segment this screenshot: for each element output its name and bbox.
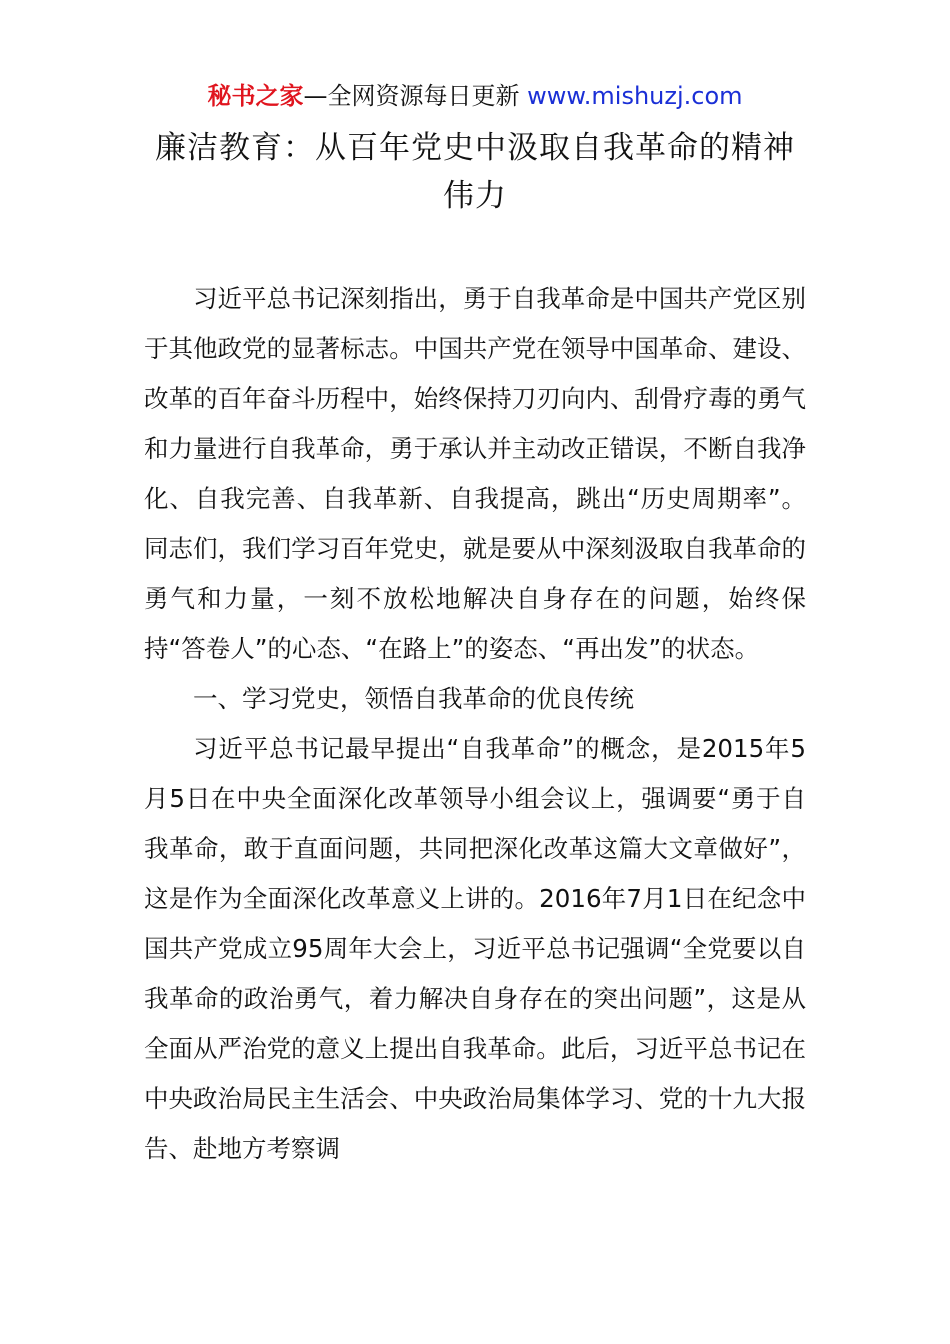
paragraph-section-1: 习近平总书记最早提出“自我革命”的概念，是2015年5月5日在中央全面深化改革领导小组会议上，强调要“勇于自我革命，敢于直面问题，共同把深化改革这篇大文章做好”，这是作为全面深化改革意义上讲的。2016年7月1日在纪念中国共产党成立95周年大会上，习近平总书记强调“全党要以自我革命的政治勇气，着力解决自身存在的突出问题”，这是从全面从严治党的意义上提出自我革命。此后，习近平总书记在中央政治局民主生活会、中央政治局集体学习、党的十九大报告、赴地方考察调 — [144, 734, 806, 1163]
document-body — [144, 274, 806, 1174]
document-title: 廉洁教育：从百年党史中汲取自我革命的精神伟力 — [155, 130, 795, 214]
header-tagline: —全网资源每日更新 — [303, 82, 528, 110]
site-header — [0, 80, 950, 112]
brand-name: 秘书之家 — [207, 82, 304, 110]
paragraph-intro: 习近平总书记深刻指出，勇于自我革命是中国共产党区别于其他政党的显著标志。中国共产党在领导中国革命、建设、改革的百年奋斗历程中，始终保持刀刃向内、刮骨疗毒的勇气和力量进行自我革命，勇于承认并主动改正错误，不断自我净化、自我完善、自我革新、自我提高，跳出“历史周期率”。同志们，我们学习百年党史，就是要从中深刻汲取自我革命的勇气和力量，一刻不放松地解决自身存在的问题，始终保持“答卷人”的心态、“在路上”的姿态、“再出发”的状态。 — [144, 284, 806, 663]
site-url-link[interactable]: www.mishuzj.com — [527, 82, 743, 110]
section-heading-1: 一、学习党史，领悟自我革命的优良传统 — [193, 684, 634, 713]
